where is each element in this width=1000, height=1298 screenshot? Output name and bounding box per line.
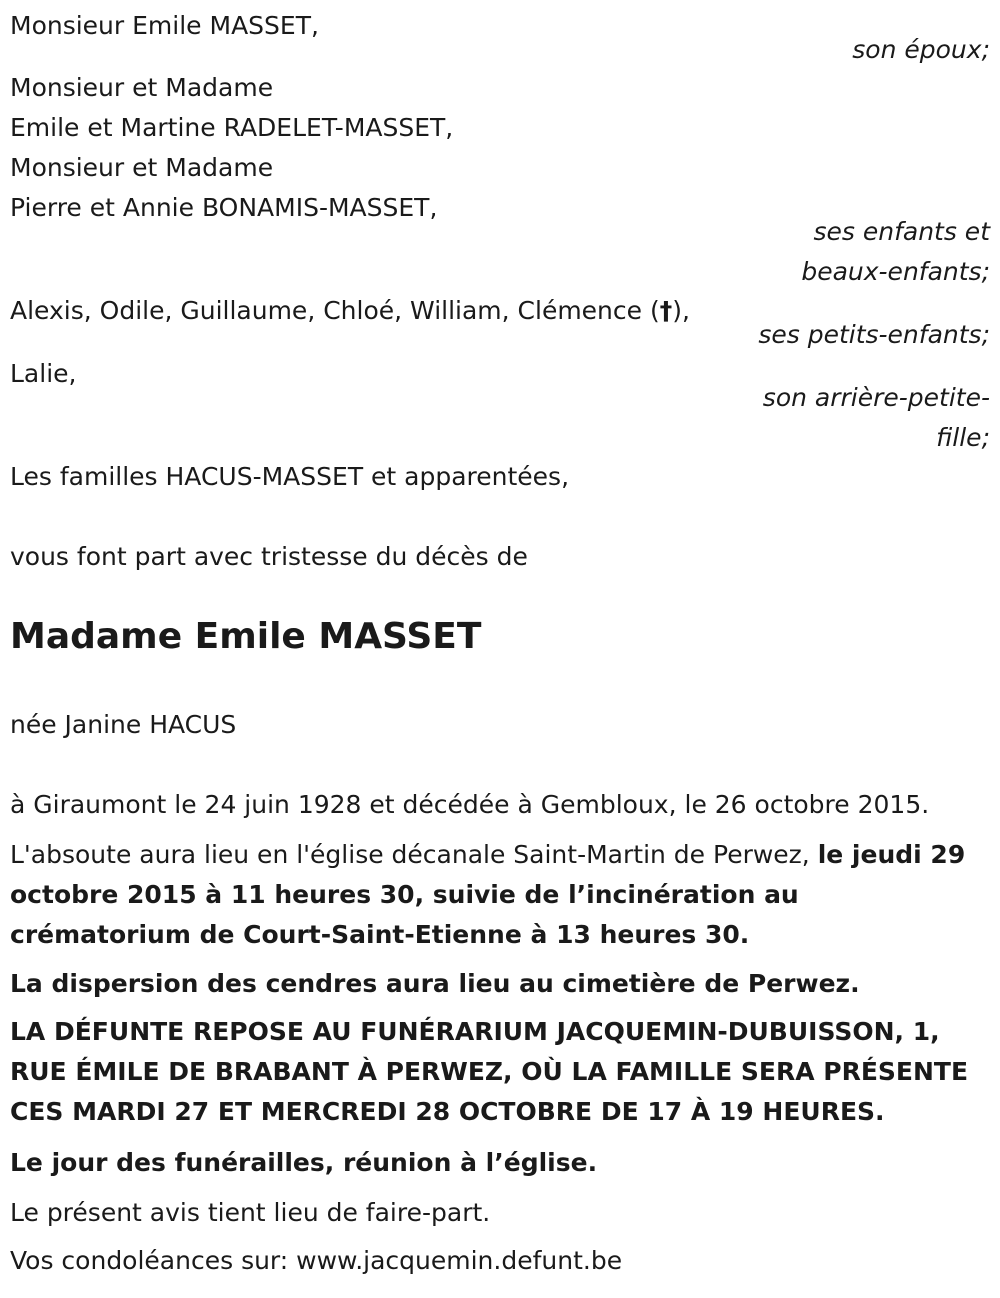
faire-part-notice: Le présent avis tient lieu de faire-part. [10, 1198, 491, 1227]
greatgrand-relation-line2: fille; [936, 423, 990, 452]
condolences-line: Vos condoléances sur: www.jacquemin.defunt.be [10, 1246, 623, 1275]
families-line: Les familles HACUS-MASSET et apparentées, [10, 462, 570, 491]
children-relation-line1: ses enfants et [813, 217, 990, 246]
meeting-notice: Le jour des funérailles, réunion à l’église. [10, 1148, 598, 1177]
repose-notice: LA DÉFUNTE REPOSE AU FUNÉRARIUM JACQUEMIN-DUBUISSON, 1, RUE ÉMILE DE BRABANT À PERWEZ, OÙ LA FAMILLE SERA PRÉSENTE CES MARDI 27 ET MERCREDI 28 OCTOBRE DE 17 À 19 HEURES. [10, 1017, 969, 1126]
husband-relation: son époux; [852, 35, 990, 64]
grandchildren-list: Alexis, Odile, Guillaume, Chloé, William, Clémence ( [10, 296, 660, 325]
ceremony-paragraph [10, 835, 985, 955]
children-relation-line2: beaux-enfants; [801, 257, 990, 286]
ceremony-details: le jeudi 29 octobre 2015 à 11 heures 30, suivie de l’incinération au crématorium de Court-Saint-Etienne à 13 heures 30. [10, 840, 966, 949]
husband-name: Monsieur Emile MASSET, [10, 11, 319, 40]
greatgrand-relation-line1: son arrière-petite- [762, 383, 990, 412]
child2-names: Pierre et Annie BONAMIS-MASSET, [10, 193, 438, 222]
deceased-name: Madame Emile MASSET [10, 616, 482, 657]
child1-names: Emile et Martine RADELET-MASSET, [10, 113, 454, 142]
announcement: vous font part avec tristesse du décès de [10, 542, 528, 571]
child1-title: Monsieur et Madame [10, 73, 274, 102]
grandchildren-close: ), [672, 296, 690, 325]
dispersion-notice: La dispersion des cendres aura lieu au cimetière de Perwez. [10, 969, 860, 998]
ceremony-intro: L'absoute aura lieu en l'église décanale Saint-Martin de Perwez, [10, 840, 818, 869]
cross-symbol: † [659, 296, 673, 325]
child2-title: Monsieur et Madame [10, 153, 274, 182]
birth-death-dates: à Giraumont le 24 juin 1928 et décédée à Gembloux, le 26 octobre 2015. [10, 790, 930, 819]
greatgrand-name: Lalie, [10, 359, 77, 388]
grandchildren-relation: ses petits-enfants; [758, 320, 990, 349]
grandchildren-names [10, 291, 690, 331]
birth-name: née Janine HACUS [10, 710, 237, 739]
